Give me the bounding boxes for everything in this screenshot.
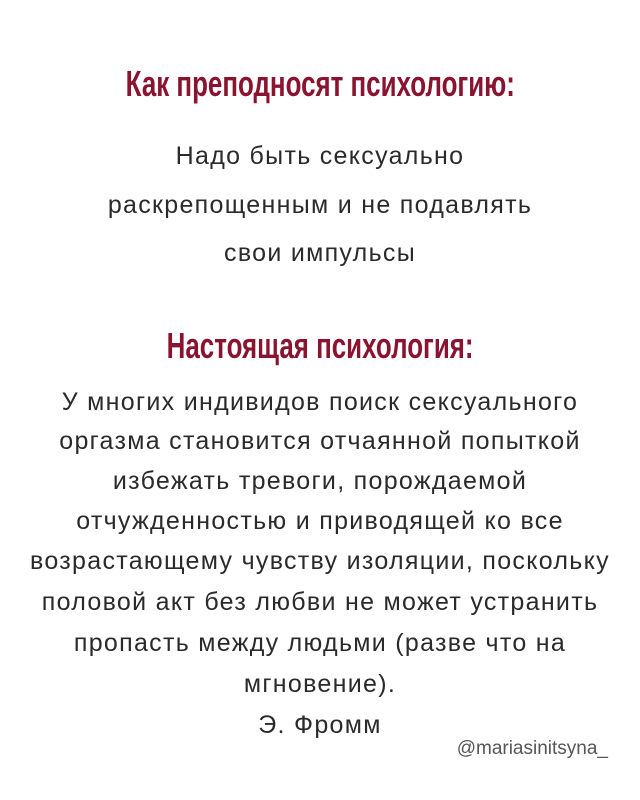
quote-line: отчужденностью и приводящей ко все <box>76 507 564 535</box>
quote-line: половой акт без любви не может устранить <box>41 588 599 616</box>
presented-line: Надо быть сексуально <box>175 142 465 170</box>
quote-line: мгновение). <box>243 670 397 698</box>
presented-line: раскрепощенным и не подавлять <box>107 191 533 219</box>
presented-line: свои импульсы <box>224 239 416 267</box>
quote-line: У многих индивидов поиск сексуального <box>61 388 579 416</box>
quote-line: избежать тревоги, порождаемой <box>112 467 528 495</box>
quote-line: пропасть между людьми (разве что на <box>73 629 567 657</box>
quote-line: возрастающему чувству изоляции, поскольку <box>30 547 610 575</box>
heading-real: Настоящая психология: <box>166 325 474 366</box>
author-handle: @mariasinitsyna_ <box>456 738 608 759</box>
heading-presented: Как преподносят психологию: <box>125 63 515 104</box>
quote-author: Э. Фромм <box>258 711 382 739</box>
quote-line: оргазма становится отчаянной попыткой <box>59 427 581 455</box>
